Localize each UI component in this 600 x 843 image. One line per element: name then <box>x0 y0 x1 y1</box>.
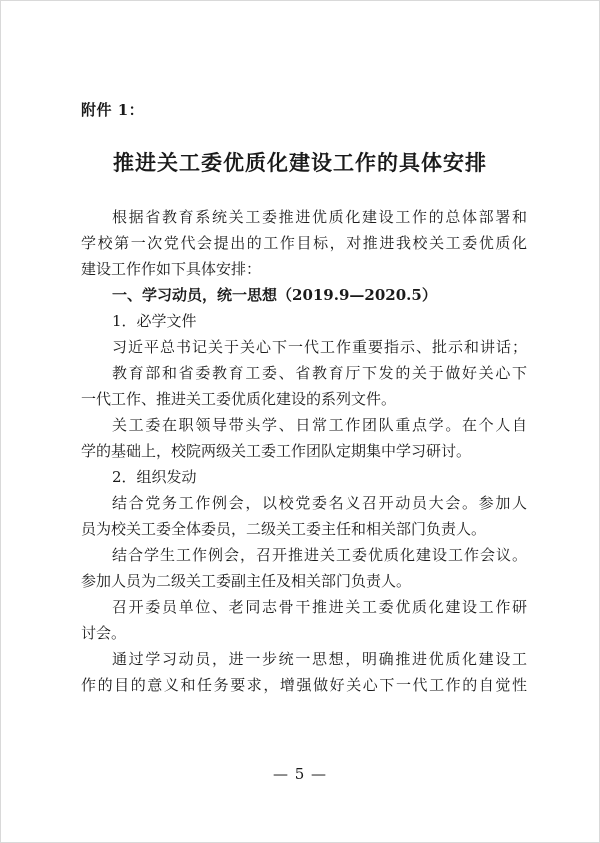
text-line: 关工委在职领导带头学、日常工作团队重点学。在个人自 <box>112 416 527 434</box>
text-line: 结合党务工作例会，以校党委名义召开动员大会。参加人 <box>112 494 527 512</box>
text-line: 习近平总书记关于关心下一代工作重要指示、批示和讲话； <box>112 338 527 356</box>
text-line: 学校第一次党代会提出的工作目标，对推进我校关工委优质化 <box>81 234 527 252</box>
text-line: 教育部和省委教育工委、省教育厅下发的关于做好关心下 <box>112 364 527 382</box>
text-line: 通过学习动员，进一步统一思想，明确推进优质化建设工 <box>112 650 527 668</box>
section-heading: 一、学习动员，统一思想（2019.9—2020.5） <box>112 286 437 304</box>
document-title: 推进关工委优质化建设工作的具体安排 <box>113 150 487 175</box>
text-line: 建设工作作如下具体安排： <box>81 260 262 278</box>
text-line: 员为校关工委全体委员，二级关工委主任和相关部门负责人。 <box>81 520 487 538</box>
text-line: 结合学生工作例会，召开推进关工委优质化建设工作会议。 <box>112 546 527 564</box>
page-number: — 5 — <box>272 765 328 783</box>
document-body <box>81 204 527 698</box>
text-line: 参加人员为二级关工委副主任及相关部门负责人。 <box>81 572 412 590</box>
text-line: 2．组织发动 <box>112 468 197 486</box>
text-line: 学的基础上，校院两级关工委工作团队定期集中学习研讨。 <box>81 442 472 460</box>
text-line: 1．必学文件 <box>112 312 197 330</box>
text-line: 根据省教育系统关工委推进优质化建设工作的总体部署和 <box>112 208 527 226</box>
text-line: 讨会。 <box>81 624 127 642</box>
text-line: 召开委员单位、老同志骨干推进关工委优质化建设工作研 <box>112 598 527 616</box>
text-line: 一代工作、推进关工委优质化建设的系列文件。 <box>81 390 397 408</box>
attachment-label: 附件 1： <box>81 101 145 119</box>
text-line: 作的目的意义和任务要求，增强做好关心下一代工作的自觉性 <box>81 676 527 694</box>
